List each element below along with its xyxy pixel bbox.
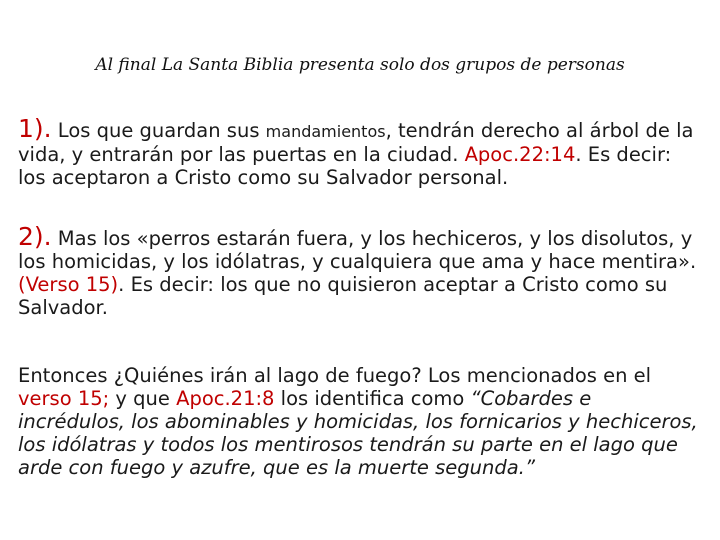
paragraph-1 bbox=[18, 114, 698, 189]
p3-text-1: Entonces ¿Quiénes irán al lago de fuego? Los mencionados en el bbox=[18, 364, 652, 387]
p1-text-4: . Es decir: los aceptaron a Cristo como su Salvador personal. bbox=[18, 143, 672, 189]
p1-text-1: Los que guardan sus bbox=[51, 119, 266, 142]
p3-reference-2: Apoc.21:8 bbox=[176, 387, 275, 410]
p1-text-2: mandamientos bbox=[265, 122, 386, 141]
p1-reference: Apoc.22:14 bbox=[464, 143, 576, 166]
p2-text-1: Mas los «perros estarán fuera, y los hechiceros, y los disolutos, y los homicidas, y los idólatras, y cualquiera que ama y hace mentira». bbox=[18, 227, 697, 273]
p3-reference-1: verso 15; bbox=[18, 387, 110, 410]
p1-text-3: , tendrán derecho al árbol de la vida, y entrarán por las puertas en la ciudad. bbox=[18, 119, 694, 166]
p2-reference: (Verso 15) bbox=[18, 273, 119, 296]
item-number-2: 2). bbox=[18, 222, 52, 251]
p3-text-2: y que bbox=[109, 387, 177, 410]
item-number-1: 1). bbox=[18, 114, 52, 143]
slide-title: Al final La Santa Biblia presenta solo dos grupos de personas bbox=[95, 55, 625, 75]
p3-quote: “Cobardes e incrédulos, los abominables y homicidas, los fornicarios y hechiceros, los idólatras y todos los mentirosos tendrán su parte en el lago que arde con fuego y azufre, que es la muerte segunda.” bbox=[18, 387, 698, 479]
paragraph-2 bbox=[18, 222, 698, 319]
p2-text-2: . Es decir: los que no quisieron aceptar a Cristo como su Salvador. bbox=[18, 273, 668, 319]
p3-text-3: los identifica como bbox=[274, 387, 471, 410]
paragraph-3 bbox=[18, 364, 698, 479]
